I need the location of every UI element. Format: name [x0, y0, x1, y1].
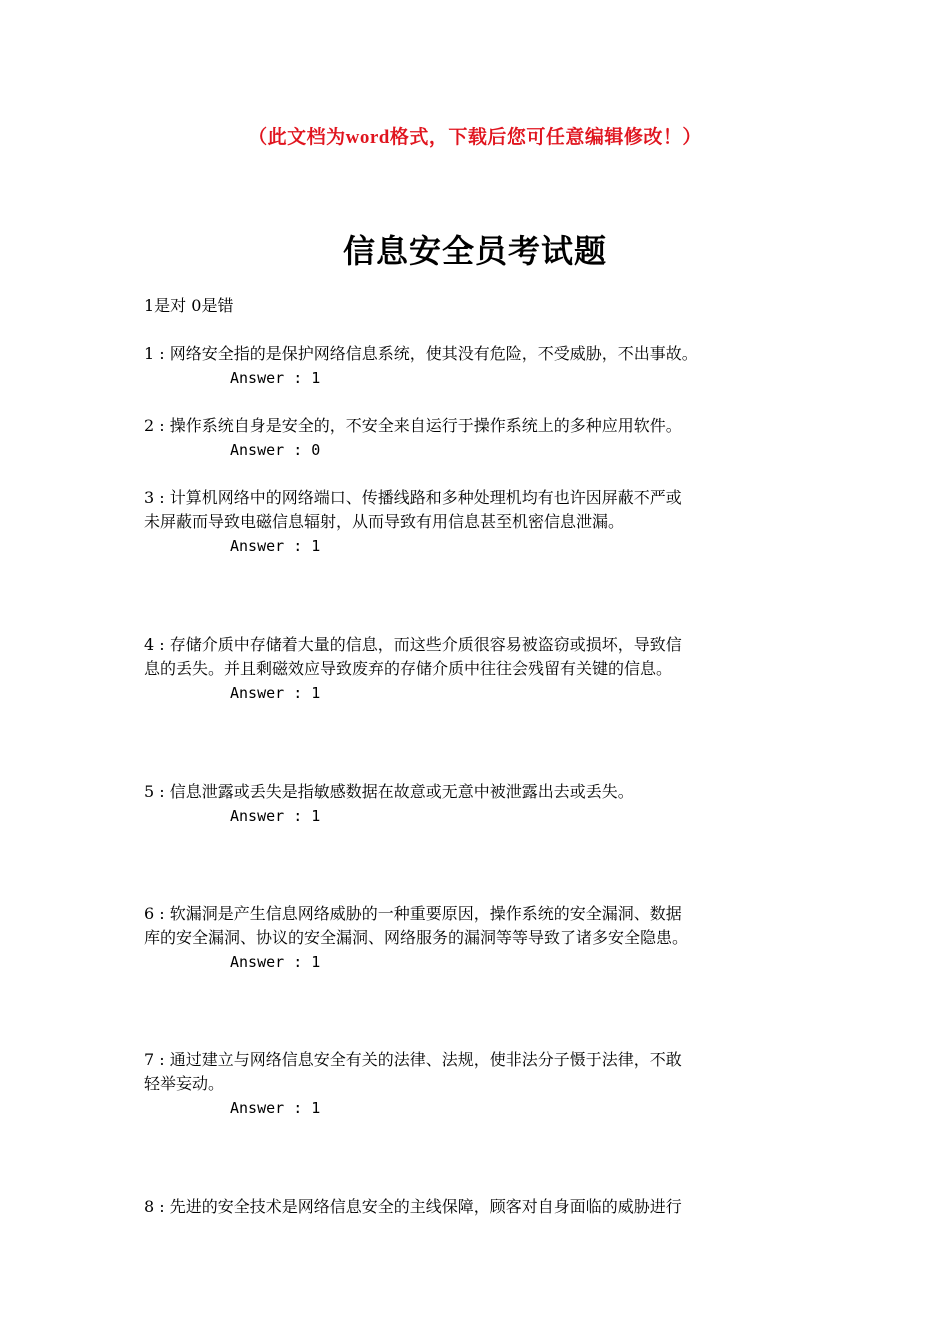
question-answer: Answer : 1 [230, 953, 321, 971]
question-text: 2 : 操作系统自身是安全的，不安全来自运行于操作系统上的多种应用软件。 [144, 416, 682, 435]
question-text: 7 : 通过建立与网络信息安全有关的法律、法规，使非法分子慑于法律，不敢 轻举妄动。 [144, 1050, 682, 1093]
question-answer: Answer : 1 [230, 684, 321, 702]
question-item [144, 1048, 814, 1120]
question-text: 3 : 计算机网络中的网络端口、传播线路和多种处理机均有也许因屏蔽不严或 未屏蔽而导致电磁信息辐射，从而导致有用信息甚至机密信息泄漏。 [144, 488, 682, 531]
question-answer: Answer : 0 [230, 441, 321, 459]
question-text: 1 : 网络安全指的是保护网络信息系统，使其没有危险，不受威胁，不出事故。 [144, 344, 698, 363]
question-text: 4 : 存储介质中存储着大量的信息，而这些介质很容易被盗窃或损坏，导致信 息的丢失。并且剩磁效应导致废弃的存储介质中往往会残留有关键的信息。 [144, 635, 682, 678]
question-item [144, 1195, 814, 1219]
question-text: 5 : 信息泄露或丢失是指敏感数据在故意或无意中被泄露出去或丢失。 [144, 782, 634, 801]
question-text: 8 : 先进的安全技术是网络信息安全的主线保障，顾客对自身面临的威胁进行 [144, 1197, 682, 1216]
question-text: 6 : 软漏洞是产生信息网络威胁的一种重要原因，操作系统的安全漏洞、数据 库的安全漏洞、协议的安全漏洞、网络服务的漏洞等等导致了诸多安全隐患。 [144, 904, 689, 947]
question-item [144, 902, 814, 974]
question-answer: Answer : 1 [230, 807, 321, 825]
question-answer: Answer : 1 [230, 369, 321, 387]
question-answer: Answer : 1 [230, 537, 321, 555]
editable-notice: （此文档为word格式，下载后您可任意编辑修改！） [248, 127, 702, 148]
answer-legend: 1是对 0是错 [144, 296, 234, 315]
question-item [144, 342, 814, 390]
question-item [144, 780, 814, 828]
question-item [144, 486, 814, 558]
question-item [144, 633, 814, 705]
document-title: 信息安全员考试题 [342, 232, 607, 270]
question-answer: Answer : 1 [230, 1099, 321, 1117]
question-item [144, 414, 814, 462]
